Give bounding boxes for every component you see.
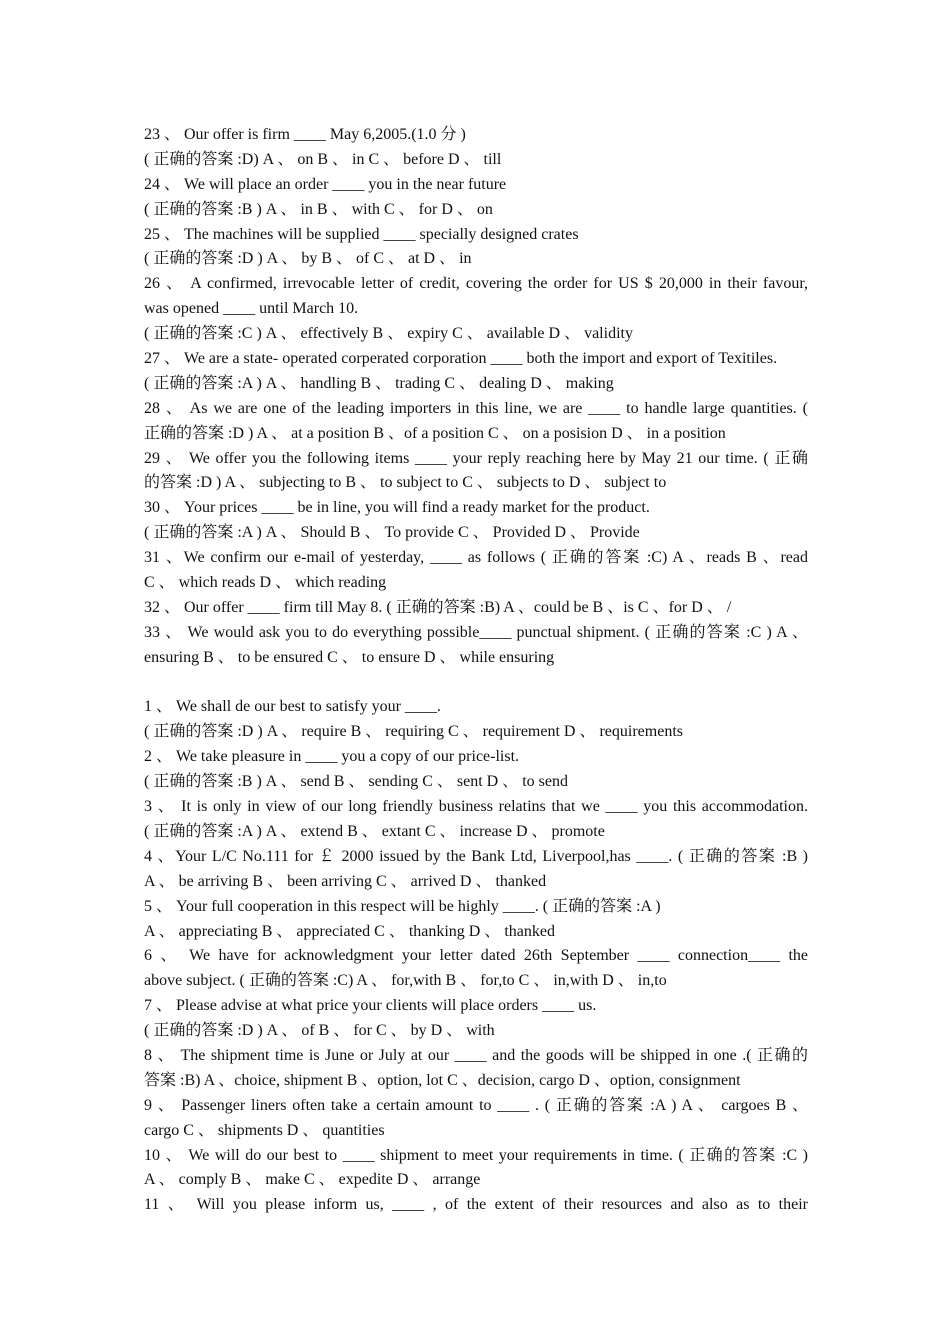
question-7: 7 、 Please advise at what price your clients will place orders ____ us. — [144, 997, 597, 1015]
question-6: 6 、 We have for acknowledgment your letter dated 26th September ____ connection____ the — [144, 947, 808, 965]
answer-31-cont: C 、 which reads D 、 which reading — [144, 574, 387, 592]
question-block-23-33 — [144, 123, 808, 671]
question-9: 9 、 Passenger liners often take a certain amount to ____ . ( 正确的答案 :A ) A 、 cargoes B 、 — [144, 1096, 808, 1114]
question-33: 33 、 We would ask you to do everything possible____ punctual shipment. ( 正确的答案 :C ) A 、 — [144, 623, 808, 641]
question-1: 1 、 We shall de our best to satisfy your ____. — [144, 698, 441, 716]
question-3: 3 、 It is only in view of our long friendly business relatins that we ____ you this accommodation. — [144, 798, 808, 816]
document-page — [144, 123, 808, 1218]
answer-3: ( 正确的答案 :A ) A 、 extend B 、 extant C 、 increase D 、 promote — [144, 822, 605, 840]
answer-8: 答案 :B) A 、choice, shipment B 、option, lot C 、decision, cargo D 、option, consignment — [144, 1071, 741, 1089]
answer-29: 的答案 :D ) A 、 subjecting to B 、 to subject to C 、 subjects to D 、 subject to — [144, 474, 667, 492]
answer-28: 正确的答案 :D ) A 、 at a position B 、of a position C 、 on a posision D 、 in a position — [144, 424, 726, 442]
question-5: 5 、 Your full cooperation in this respect will be highly ____. ( 正确的答案 :A ) — [144, 897, 661, 915]
answer-7: ( 正确的答案 :D ) A 、 of B 、 for C 、 by D 、 with — [144, 1022, 495, 1040]
question-31: 31 、We confirm our e-mail of yesterday, ____ as follows ( 正确的答案 :C) A 、reads B 、read — [144, 549, 808, 567]
question-24: 24 、 We will place an order ____ you in the near future — [144, 175, 507, 193]
question-4: 4 、Your L/C No.111 for ￡ 2000 issued by the Bank Ltd, Liverpool,has ____. ( 正确的答案 :B ) — [144, 847, 808, 865]
answer-33: ensuring B 、 to be ensured C 、 to ensure D 、 while ensuring — [144, 648, 555, 666]
question-2: 2 、 We take pleasure in ____ you a copy of our price-list. — [144, 748, 520, 766]
answer-9: cargo C 、 shipments D 、 quantities — [144, 1121, 385, 1139]
question-29: 29 、 We offer you the following items ____ your reply reaching here by May 21 our time. ( 正确 — [144, 449, 808, 467]
answer-1: ( 正确的答案 :D ) A 、 require B 、 requiring C 、 requirement D 、 requirements — [144, 723, 684, 741]
section-gap — [144, 671, 808, 696]
question-32: 32 、 Our offer ____ firm till May 8. ( 正确的答案 :B) A 、could be B 、is C 、for D 、 / — [144, 598, 732, 616]
question-10: 10 、 We will do our best to ____ shipment to meet your requirements in time. ( 正确的答案 :C ) — [144, 1146, 808, 1164]
question-26: 26 、 A confirmed, irrevocable letter of credit, covering the order for US $ 20,000 in their favour, — [144, 275, 808, 293]
answer-10: A 、 comply B 、 make C 、 expedite D 、 arrange — [144, 1171, 481, 1189]
question-11: 11 、 Will you please inform us, ____ , of the extent of their resources and also as to their — [144, 1196, 808, 1214]
question-23: 23 、 Our offer is firm ____ May 6,2005.(1.0 分 ) — [144, 126, 466, 143]
answer-26: ( 正确的答案 :C ) A 、 effectively B 、 expiry C 、 available D 、 validity — [144, 325, 633, 343]
answer-27: ( 正确的答案 :A ) A 、 handling B 、 trading C 、 dealing D 、 making — [144, 374, 614, 392]
answer-24: ( 正确的答案 :B ) A 、 in B 、 with C 、 for D 、 on — [144, 200, 493, 218]
question-25: 25 、 The machines will be supplied ____ specially designed crates — [144, 225, 579, 243]
question-27: 27 、 We are a state- operated corperated corporation ____ both the import and export of Texitiles. — [144, 350, 778, 368]
question-30: 30 、 Your prices ____ be in line, you will find a ready market for the product. — [144, 499, 650, 517]
answer-25: ( 正确的答案 :D ) A 、 by B 、 of C 、 at D 、 in — [144, 250, 472, 268]
answer-2: ( 正确的答案 :B ) A 、 send B 、 sending C 、 sent D 、 to send — [144, 773, 568, 791]
answer-4: A 、 be arriving B 、 been arriving C 、 arrived D 、 thanked — [144, 872, 547, 890]
question-26-cont: was opened ____ until March 10. — [144, 300, 359, 318]
answer-6: above subject. ( 正确的答案 :C) A 、 for,with B 、 for,to C 、 in,with D 、 in,to — [144, 972, 667, 990]
answer-5: A 、 appreciating B 、 appreciated C 、 thanking D 、 thanked — [144, 922, 556, 940]
answer-23: ( 正确的答案 :D) A 、 on B 、 in C 、 before D 、 till — [144, 150, 502, 168]
question-28: 28 、 As we are one of the leading importers in this line, we are ____ to handle large quantities. ( — [144, 399, 808, 417]
answer-30: ( 正确的答案 :A ) A 、 Should B 、 To provide C 、 Provided D 、 Provide — [144, 524, 640, 542]
question-block-1-11 — [144, 695, 808, 1218]
question-8: 8 、 The shipment time is June or July at our ____ and the goods will be shipped in one .( 正确的 — [144, 1046, 808, 1064]
